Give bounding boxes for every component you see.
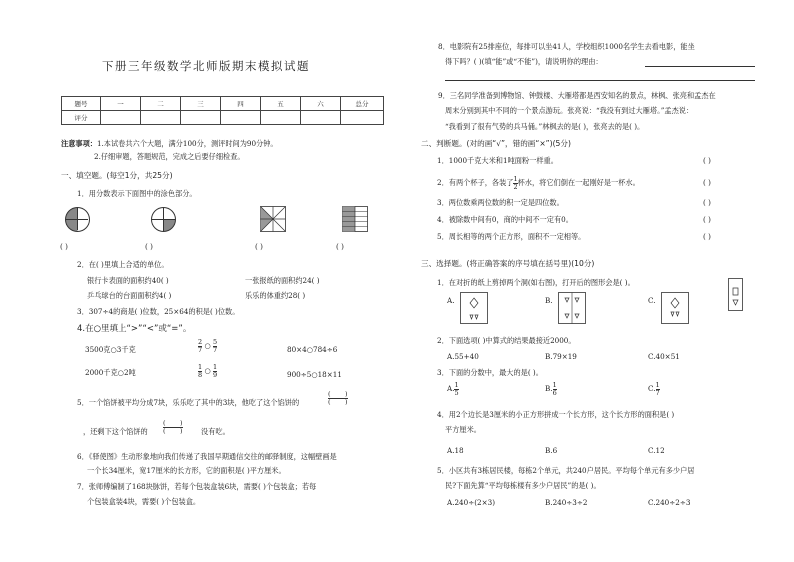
q2-item-b: 一张报纸的面积约24( ) — [245, 276, 320, 285]
q4-fraction-compare-2: $\frac{1}{8}$ ○ $\frac{1}{9}$ — [198, 363, 218, 379]
q9-text-b: 周末分别到其中不同的一个景点游玩。张亮说：“我没有到过大雁塔。”孟杰说： — [445, 106, 694, 115]
judge-answer-blank[interactable]: ( ) — [703, 156, 711, 165]
score-cell[interactable] — [141, 111, 181, 125]
section1-heading: 一、填空题。(每空1分，共25分) — [61, 171, 173, 180]
q8-text-a: 8．电影院有25排座位，每排可以坐41人，学校组织1000名学生去看电影，能坐 — [438, 42, 695, 51]
page-title: 下册三年级数学北师版期末模拟试题 — [102, 59, 310, 73]
judge-item-1: 1．1000千克大米和1吨面粉一样重。 — [437, 156, 558, 165]
judge-answer-blank[interactable]: ( ) — [703, 232, 711, 241]
q3-text: 3．307÷4的商是( )位数，25×64的积是( )位数。 — [77, 307, 240, 316]
table-cell: 五 — [261, 97, 301, 111]
q8-text-b: 得下吗？( )(填“能”或“不能”)，请说明你的理由： — [445, 57, 603, 66]
answer-blank[interactable]: ( ) — [60, 242, 68, 251]
choice-q4-text-a: 4．用2个边长是3厘米的小正方形拼成一个长方形，这个长方形的面积是( ) — [437, 410, 675, 419]
table-cell: 评分 — [62, 111, 101, 125]
table-cell: 一 — [101, 97, 141, 111]
choice-q2-option-b: B.79×19 — [545, 352, 577, 361]
q2-item-a: 银行卡表面的面积约40( ) — [87, 276, 169, 285]
table-row — [62, 111, 384, 125]
square-triangles-figure — [260, 206, 286, 232]
q5-text-a: 5．一个馅饼被平均分成7块，乐乐吃了其中的3块，他吃了这个馅饼的 — [77, 398, 300, 407]
q6-text-a: 6．《驿使图》生动形象地向我们传递了我国早期通信交往的邮驿制度，这幅壁画是 — [77, 452, 337, 461]
choice-q4-option-b: B.6 — [545, 446, 558, 455]
option-b-figure — [558, 292, 586, 324]
q4-item-d: 900÷5○18×11 — [287, 370, 342, 379]
score-cell[interactable] — [221, 111, 261, 125]
q8-reason-line[interactable] — [445, 72, 755, 81]
q2-item-c: 乒乓球台的台面面积约4( ) — [87, 291, 172, 300]
judge-item-3: 3．两位数乘两位数的积一定是四位数。 — [437, 198, 564, 207]
q5-text-c: 没有吃。 — [201, 427, 230, 436]
choice-q5-text-b: 民?下面先算“平均每栋楼有多少户居民”的是( )。 — [445, 481, 601, 490]
q9-text-c: “我看到了很有气势的兵马俑。”林枫去的是( )，张亮去的是( )。 — [445, 122, 645, 131]
choice-q1-option-b: B. — [545, 296, 553, 305]
q4-item-a: 3500克○3千克 — [85, 345, 136, 354]
choice-q5-option-a: A.240÷(2×3) — [447, 498, 495, 507]
table-row — [62, 97, 384, 111]
answer-blank[interactable]: ( ) — [336, 242, 344, 251]
choice-q1-text: 1．在对折的纸上剪掉两个洞(如右图)，打开后的图形会是( )。 — [437, 278, 635, 287]
folded-paper-figure — [728, 278, 744, 312]
q8-reason-line[interactable] — [645, 58, 755, 67]
choice-q2-option-c: C.40×51 — [648, 352, 680, 361]
table-cell: 总分 — [341, 97, 384, 111]
table-cell: 六 — [301, 97, 341, 111]
judge-item-2: 2．有两个杯子，各装了 $\frac{1}{2}$ 杯水，将它们倒在一起刚好是一杯水。 — [437, 175, 640, 191]
q6-text-b: 一个长34厘米，宽17厘米的长方形，它的面积是( )平方厘米。 — [87, 466, 286, 475]
judge-answer-blank[interactable]: ( ) — [703, 198, 711, 207]
score-cell[interactable] — [261, 111, 301, 125]
choice-q3-option-b: B. $\frac{1}{6}$ — [545, 381, 557, 397]
choice-q1-option-a: A. — [447, 296, 455, 305]
notes-line1: 注意事项：1.本试卷共六个大题，满分100分，测评时间为90分钟。 — [61, 139, 278, 148]
choice-q3-option-c: C. $\frac{1}{7}$ — [648, 381, 660, 397]
table-cell: 二 — [141, 97, 181, 111]
table-cell: 四 — [221, 97, 261, 111]
q5-fraction-blank-1[interactable]: $\frac{( )}{( )}$ — [328, 390, 348, 406]
notes-line2: 2.仔细审题，答题规范，完成之后要仔细检查。 — [94, 152, 245, 161]
score-cell[interactable] — [341, 111, 384, 125]
answer-blank[interactable]: ( ) — [145, 242, 153, 251]
judge-item-5: 5．周长相等的两个正方形，面积不一定相等。 — [437, 232, 586, 241]
score-cell[interactable] — [181, 111, 221, 125]
choice-q4-option-a: A.18 — [447, 446, 464, 455]
quarter-circle-figure — [151, 207, 176, 232]
q4-fraction-compare-1: $\frac{2}{7}$ ○ $\frac{5}{7}$ — [198, 338, 218, 354]
q2-item-d: 乐乐的体重约28( ) — [245, 291, 306, 300]
q7-text-b: 个包装盒装4块，需要( )个包装盒。 — [87, 497, 201, 506]
choice-q5-option-c: C.240÷2÷3 — [648, 498, 691, 507]
section3-heading: 三、选择题。(将正确答案的序号填在括号里)(10分) — [421, 259, 595, 268]
q4-item-b: 2000千克○2吨 — [85, 368, 136, 377]
q1-text: 1．用分数表示下面图中的涂色部分。 — [77, 189, 197, 198]
q2-text: 2．在( )里填上合适的单位。 — [77, 260, 169, 269]
option-a-figure — [460, 292, 488, 324]
choice-q2-text: 2．下面选项( )中算式的结果最接近2000。 — [437, 336, 576, 345]
q4-item-c: 80×4○784÷6 — [287, 345, 338, 354]
q7-text-a: 7．张师傅编制了168块脉饼，若每个包装盒装6块，需要( )个包装盒；若每 — [77, 482, 317, 491]
choice-q3-text: 3．下面的分数中，最大的是( )。 — [437, 368, 543, 377]
section2-heading: 二、判断题。(对的画“√”，错的画“×”)(5分) — [421, 139, 571, 148]
judge-answer-blank[interactable]: ( ) — [703, 215, 711, 224]
choice-q5-text-a: 5．小区共有3栋居民楼，每栋2个单元，共240户居民。平均每个单元有多少户居 — [437, 466, 695, 475]
choice-q5-option-b: B.240÷3÷2 — [545, 498, 588, 507]
q5-text-b: ，还剩下这个馅饼的 — [83, 427, 148, 436]
answer-blank[interactable]: ( ) — [255, 242, 263, 251]
table-cell: 题号 — [62, 97, 101, 111]
choice-q3-option-a: A. $\frac{1}{5}$ — [447, 381, 459, 397]
judge-answer-blank[interactable]: ( ) — [703, 178, 711, 187]
q9-text-a: 9．三名同学准备到博物馆、钟鼓楼、大雁塔都是西安知名的景点，林枫、张亮和孟杰在 — [438, 91, 716, 100]
score-cell[interactable] — [101, 111, 141, 125]
q5-fraction-blank-2[interactable]: $\frac{( )}{( )}$ — [163, 419, 183, 435]
score-cell[interactable] — [301, 111, 341, 125]
choice-q4-option-c: C.12 — [648, 446, 665, 455]
choice-q1-option-c: C. — [648, 296, 656, 305]
score-table — [61, 96, 384, 125]
table-cell: 三 — [181, 97, 221, 111]
choice-q4-text-b: 平方厘米。 — [445, 425, 481, 434]
q4-text: 4.在○里填上“>”“<”或“=”。 — [77, 324, 192, 334]
grid-rect-figure — [342, 206, 368, 232]
choice-q2-option-a: A.55+40 — [447, 352, 479, 361]
option-c-figure — [661, 292, 689, 324]
judge-item-4: 4．被除数中间有0，商的中间不一定有0。 — [437, 215, 573, 224]
